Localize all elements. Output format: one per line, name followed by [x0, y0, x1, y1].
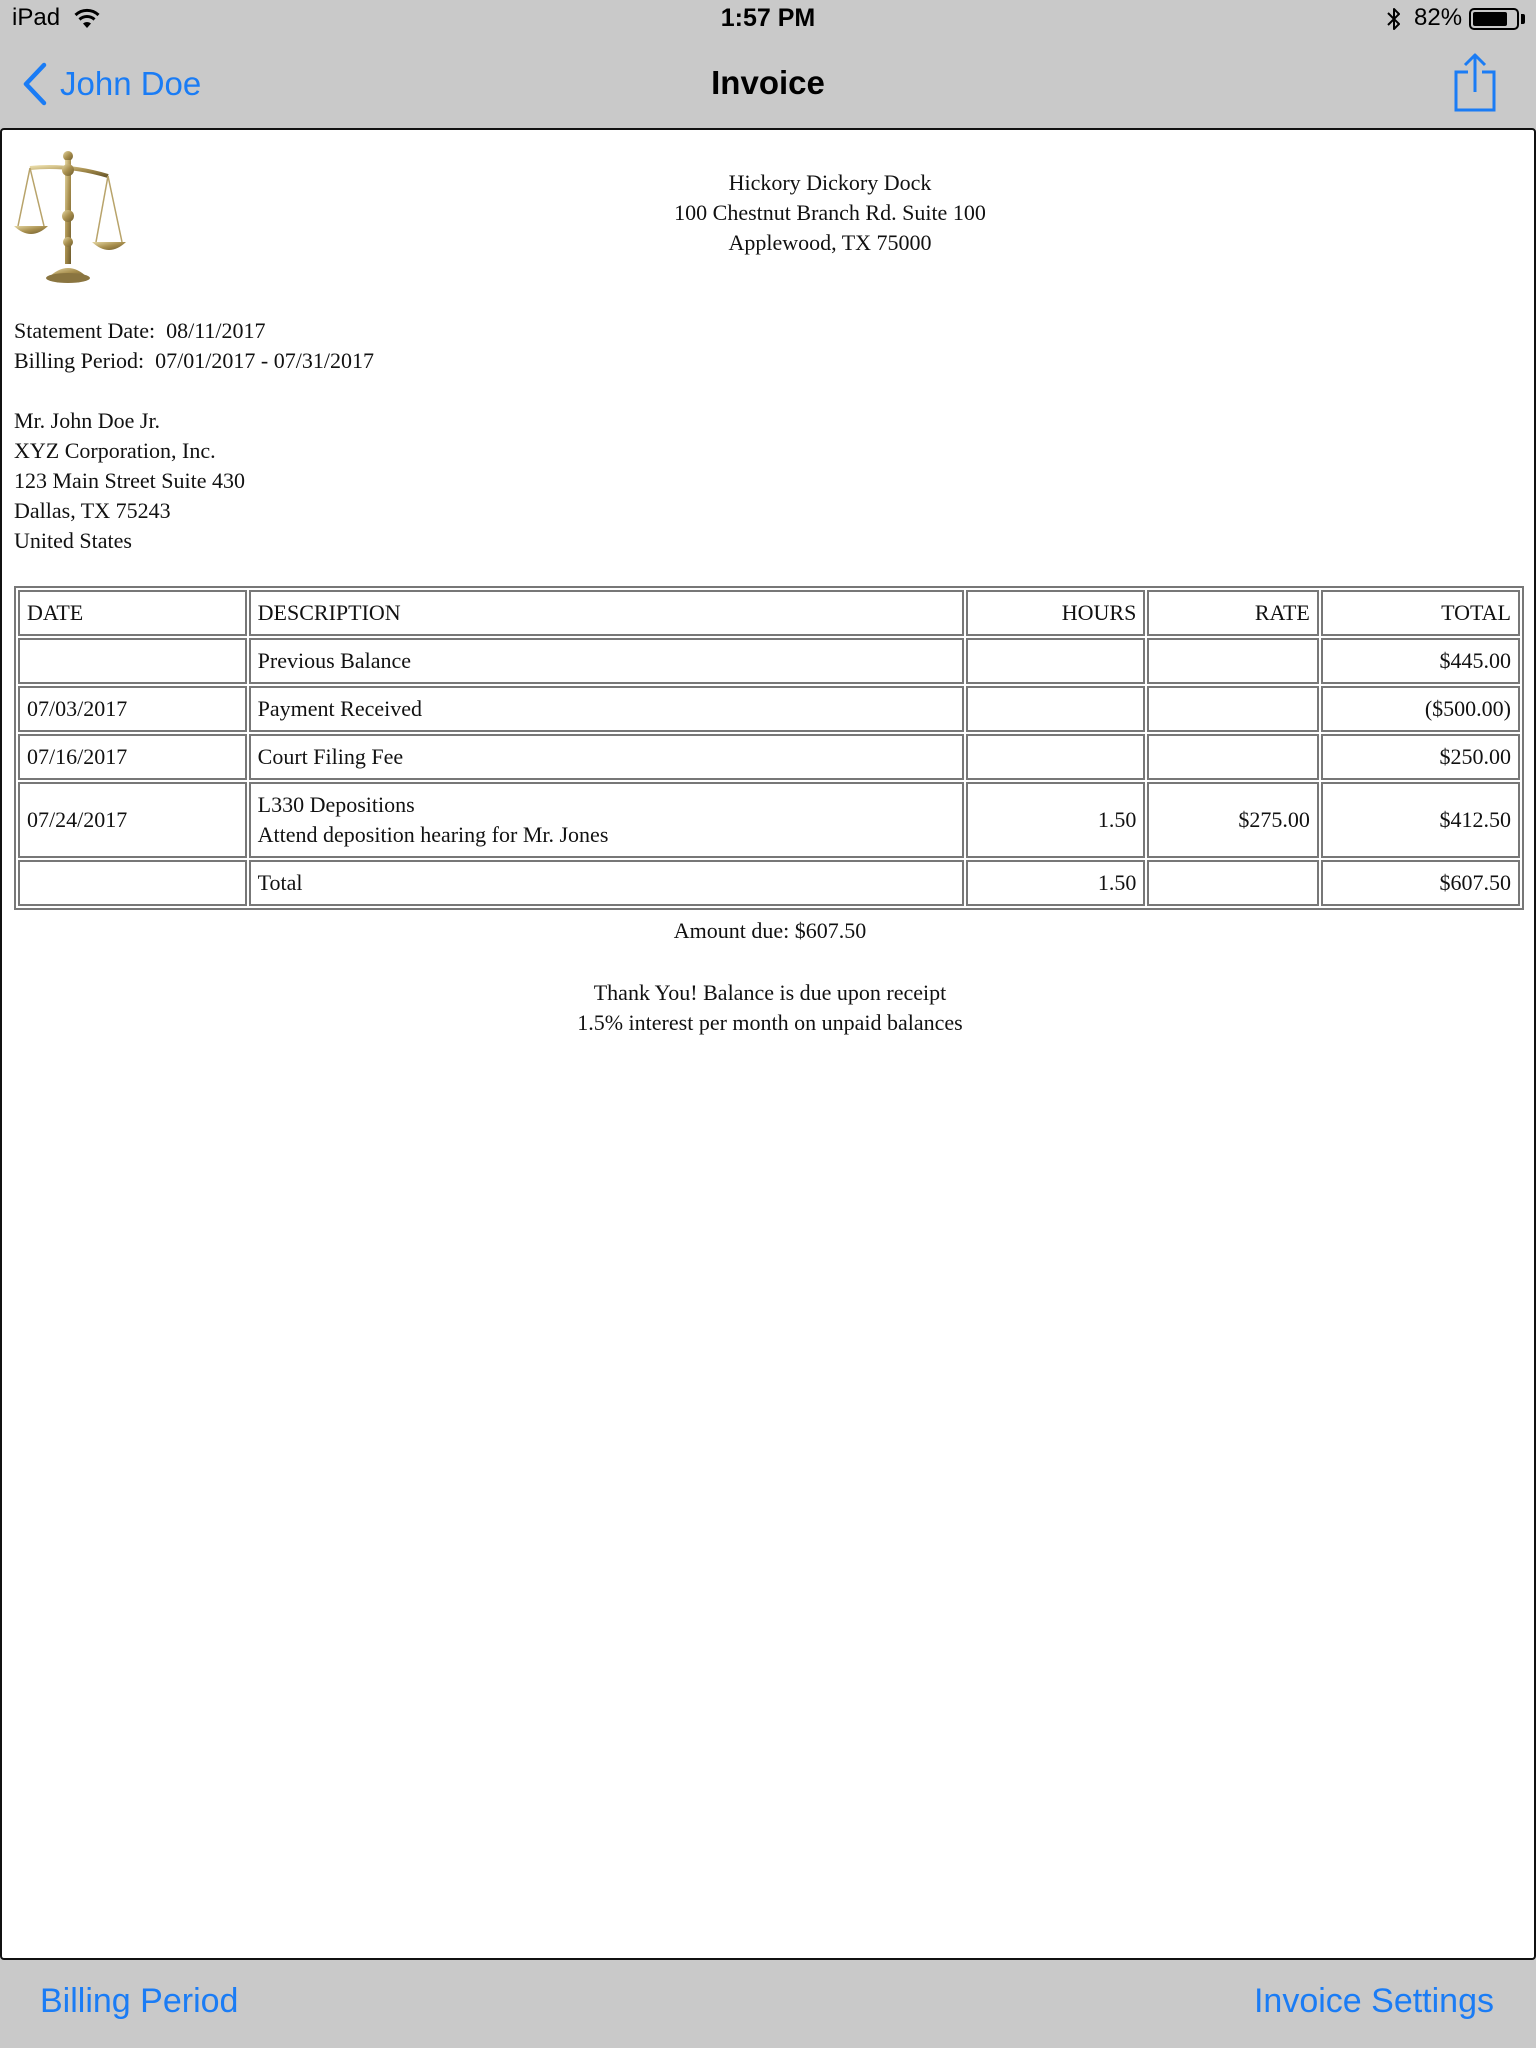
footer-notes	[2, 978, 1536, 1038]
row-hours	[966, 638, 1145, 684]
row-hours	[966, 686, 1145, 732]
invoice-table	[14, 586, 1524, 910]
bluetooth-icon	[1386, 6, 1402, 32]
row-date	[18, 638, 247, 684]
statement-date: Statement Date: 08/11/2017	[14, 318, 266, 343]
battery-nub	[1521, 14, 1525, 24]
client-country: United States	[14, 528, 132, 553]
battery-level-fill	[1473, 12, 1507, 26]
table-header-row	[18, 590, 1520, 636]
bottom-toolbar	[0, 1960, 1536, 2048]
header-date: DATE	[18, 590, 247, 636]
device-name: iPad	[12, 4, 61, 31]
row-rate	[1147, 686, 1319, 732]
header-description: DESCRIPTION	[249, 590, 964, 636]
client-street: 123 Main Street Suite 430	[14, 468, 245, 493]
row-description: Total	[249, 860, 964, 906]
row-rate	[1147, 638, 1319, 684]
row-total: $250.00	[1321, 734, 1520, 780]
billing-period: Billing Period: 07/01/2017 - 07/31/2017	[14, 348, 374, 373]
firm-address-line1: 100 Chestnut Branch Rd. Suite 100	[674, 200, 986, 225]
row-description: Court Filing Fee	[249, 734, 964, 780]
row-description-detail: Attend deposition hearing for Mr. Jones	[257, 822, 609, 847]
row-date: 07/24/2017	[18, 782, 247, 858]
page-title: Invoice	[711, 64, 825, 101]
battery-percent: 82%	[1414, 4, 1463, 31]
row-hours	[966, 734, 1145, 780]
header-total: TOTAL	[1321, 590, 1520, 636]
row-date	[18, 860, 247, 906]
client-company: XYZ Corporation, Inc.	[14, 438, 216, 463]
table-row	[18, 782, 1520, 858]
invoice-settings-button[interactable]: Invoice Settings	[1253, 1982, 1494, 2020]
footer-note-line2: 1.5% interest per month on unpaid balances	[577, 1010, 963, 1035]
invoice-document	[0, 128, 1536, 1960]
billing-period-button[interactable]: Billing Period	[40, 1982, 239, 2020]
firm-name: Hickory Dickory Dock	[728, 170, 932, 195]
battery-icon	[1469, 8, 1519, 30]
back-button-label: John Doe	[60, 65, 202, 102]
row-total: ($500.00)	[1321, 686, 1520, 732]
row-hours: 1.50	[966, 782, 1145, 858]
table-row	[18, 734, 1520, 780]
table-row	[18, 686, 1520, 732]
row-description: Previous Balance	[249, 638, 964, 684]
navigation-bar	[0, 42, 1536, 128]
row-rate	[1147, 734, 1319, 780]
row-total: $412.50	[1321, 782, 1520, 858]
status-time: 1:57 PM	[720, 4, 816, 32]
row-rate	[1147, 860, 1319, 906]
header-hours: HOURS	[966, 590, 1145, 636]
header-rate: RATE	[1147, 590, 1319, 636]
table-row	[18, 638, 1520, 684]
row-date: 07/16/2017	[18, 734, 247, 780]
row-description: L330 Depositions	[257, 792, 415, 817]
client-name: Mr. John Doe Jr.	[14, 408, 161, 433]
statement-info	[14, 316, 374, 376]
status-bar	[0, 0, 1536, 42]
firm-address-line2: Applewood, TX 75000	[728, 230, 932, 255]
share-icon[interactable]	[1452, 52, 1498, 114]
amount-due: Amount due: $607.50	[673, 918, 867, 943]
footer-note-line1: Thank You! Balance is due upon receipt	[593, 980, 947, 1005]
client-address	[14, 406, 245, 556]
firm-header	[2, 168, 1536, 258]
row-date: 07/03/2017	[18, 686, 247, 732]
row-hours: 1.50	[966, 860, 1145, 906]
row-total: $445.00	[1321, 638, 1520, 684]
row-rate: $275.00	[1147, 782, 1319, 858]
row-total: $607.50	[1321, 860, 1520, 906]
table-total-row	[18, 860, 1520, 906]
row-description-cell	[249, 782, 964, 858]
client-city: Dallas, TX 75243	[14, 498, 171, 523]
row-description: Payment Received	[249, 686, 964, 732]
